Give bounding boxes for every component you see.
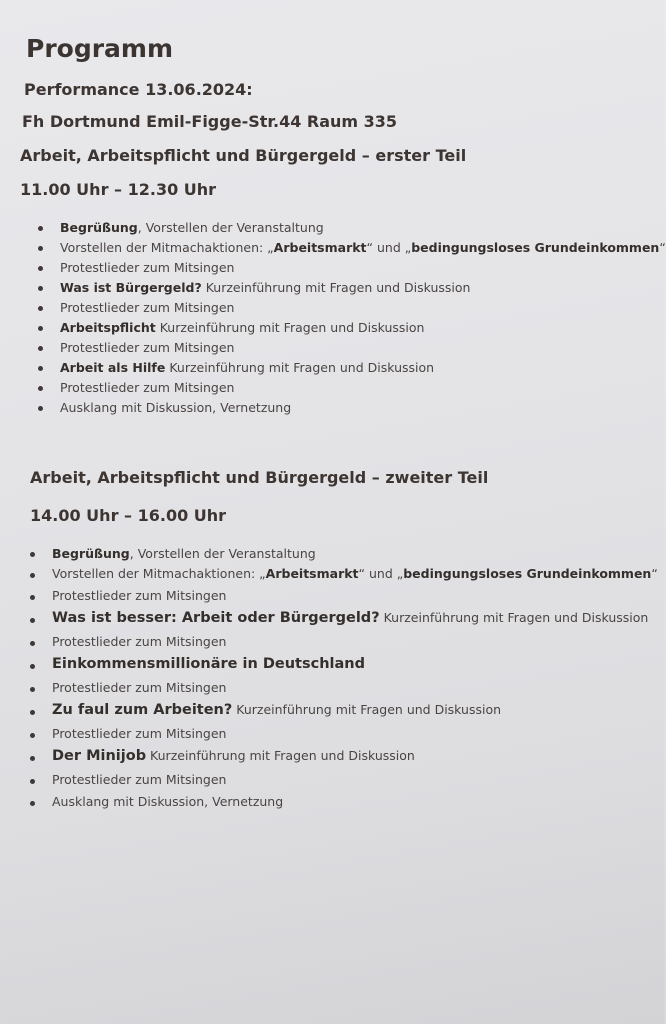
list-item: Zu faul zum Arbeiten? Kurzeinführung mit Fragen und Diskussion: [30, 700, 658, 724]
part2-time: 14.00 Uhr – 16.00 Uhr: [30, 506, 227, 525]
list-item: Protestlieder zum Mitsingen: [38, 258, 666, 278]
list-item: Protestlieder zum Mitsingen: [30, 678, 658, 700]
list-item: Protestlieder zum Mitsingen: [38, 378, 666, 398]
bullet-icon: [38, 406, 43, 411]
list-item: Begrüßung, Vorstellen der Veranstaltung: [38, 218, 666, 238]
bullet-icon: [30, 687, 35, 692]
bullet-icon: [38, 286, 43, 291]
part1-agenda-list: [38, 218, 666, 418]
part2-heading: Arbeit, Arbeitspflicht und Bürgergeld – zweiter Teil: [30, 468, 489, 487]
item-topic: Was ist besser: Arbeit oder Bürgergeld?: [52, 610, 380, 626]
list-item: Vorstellen der Mitmachaktionen: „Arbeitsmarkt“ und „bedingungsloses Grundeinkommen“: [30, 564, 658, 586]
list-item: Ausklang mit Diskussion, Vernetzung: [38, 398, 666, 418]
list-item: Protestlieder zum Mitsingen: [30, 770, 658, 792]
item-topic: bedingungsloses Grundeinkommen: [403, 566, 652, 581]
performance-date: Performance 13.06.2024:: [24, 80, 253, 99]
part2-agenda-list: [30, 544, 658, 814]
item-topic: Begrüßung: [60, 220, 138, 235]
item-topic: Arbeitsmarkt: [273, 240, 367, 255]
part1-heading: Arbeit, Arbeitspflicht und Bürgergeld – erster Teil: [20, 146, 467, 165]
item-topic: Begrüßung: [52, 546, 130, 561]
bullet-icon: [30, 710, 35, 715]
list-item: Der Minijob Kurzeinführung mit Fragen und Diskussion: [30, 746, 658, 770]
list-item: Was ist besser: Arbeit oder Bürgergeld? Kurzeinführung mit Fragen und Diskussion: [30, 608, 658, 632]
list-item: Arbeit als Hilfe Kurzeinführung mit Fragen und Diskussion: [38, 358, 666, 378]
item-topic: bedingungsloses Grundeinkommen: [411, 240, 660, 255]
bullet-icon: [38, 226, 43, 231]
list-item: Protestlieder zum Mitsingen: [38, 298, 666, 318]
item-topic: Arbeitspflicht: [60, 320, 156, 335]
bullet-icon: [30, 756, 35, 761]
bullet-icon: [30, 595, 35, 600]
list-item: Vorstellen der Mitmachaktionen: „Arbeitsmarkt“ und „bedingungsloses Grundeinkommen“: [38, 238, 666, 258]
part1-time: 11.00 Uhr – 12.30 Uhr: [20, 180, 217, 199]
list-item: Protestlieder zum Mitsingen: [30, 586, 658, 608]
bullet-icon: [38, 266, 43, 271]
bullet-icon: [38, 366, 43, 371]
bullet-icon: [38, 386, 43, 391]
item-topic: Der Minijob: [52, 748, 147, 764]
item-topic: Zu faul zum Arbeiten?: [52, 702, 233, 718]
list-item: [30, 654, 658, 678]
bullet-icon: [38, 326, 43, 331]
bullet-icon: [30, 779, 35, 784]
bullet-icon: [30, 552, 35, 557]
list-item: Was ist Bürgergeld? Kurzeinführung mit Fragen und Diskussion: [38, 278, 666, 298]
bullet-icon: [30, 641, 35, 646]
list-item: Arbeitspflicht Kurzeinführung mit Fragen und Diskussion: [38, 318, 666, 338]
bullet-icon: [30, 801, 35, 806]
bullet-icon: [30, 664, 35, 669]
item-topic: Einkommensmillionäre in Deutschland: [52, 656, 365, 672]
item-topic: Was ist Bürgergeld?: [60, 280, 202, 295]
item-topic: Arbeitsmarkt: [265, 566, 359, 581]
list-item: Protestlieder zum Mitsingen: [30, 724, 658, 746]
bullet-icon: [30, 733, 35, 738]
list-item: Begrüßung, Vorstellen der Veranstaltung: [30, 544, 658, 564]
item-topic: Arbeit als Hilfe: [60, 360, 166, 375]
page-title: Programm: [26, 34, 174, 63]
location: Fh Dortmund Emil-Figge-Str.44 Raum 335: [22, 112, 398, 131]
bullet-icon: [30, 618, 35, 623]
list-item: Ausklang mit Diskussion, Vernetzung: [30, 792, 658, 814]
list-item: Protestlieder zum Mitsingen: [30, 632, 658, 654]
bullet-icon: [38, 346, 43, 351]
list-item: Protestlieder zum Mitsingen: [38, 338, 666, 358]
bullet-icon: [38, 246, 43, 251]
bullet-icon: [30, 573, 35, 578]
bullet-icon: [38, 306, 43, 311]
